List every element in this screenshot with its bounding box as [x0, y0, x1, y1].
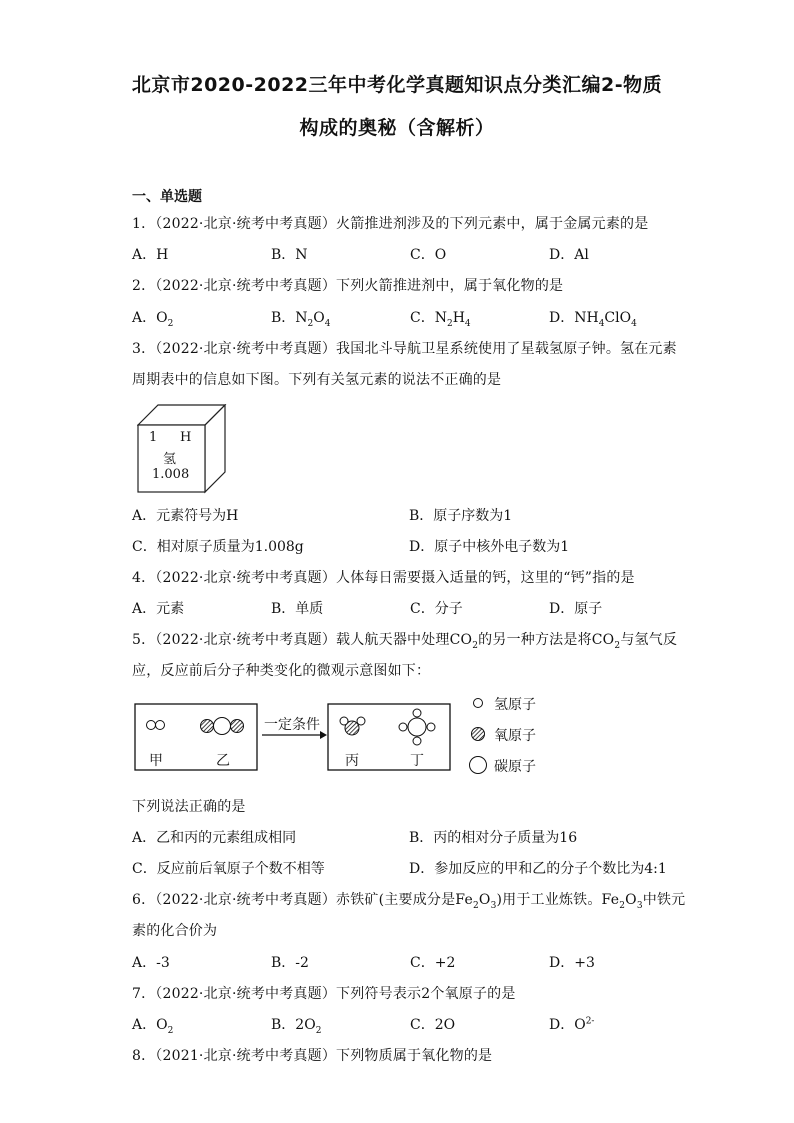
question-6-stem-line1: 6．（2022·北京·统考中考真题）赤铁矿(主要成分是$Fe_2O_3$)用于工业炼铁。$Fe_2O_3$中铁元 [132, 892, 686, 911]
molecule-h2o-icon [340, 717, 365, 735]
legend-oxygen-label: 氧原子 [494, 728, 536, 744]
molecule-ch4-icon [399, 709, 435, 745]
reaction-micro-diagram [134, 690, 554, 789]
q6-option-b: B．-2 [271, 955, 309, 971]
reaction-condition: 一定条件 [264, 717, 320, 733]
question-5-stem-line1: 5．（2022·北京·统考中考真题）载人航天器中处理$CO_2$的另一种方法是将$CO_2$与氢气反 [132, 632, 678, 651]
molecule-h2-icon [147, 721, 165, 730]
q4-option-d: D．原子 [549, 601, 603, 617]
q1-option-a: A．H [132, 247, 169, 263]
question-5-prompt: 下列说法正确的是 [132, 799, 246, 815]
section-heading: 一、单选题 [132, 189, 202, 205]
q3-option-a: A．元素符号为H [132, 508, 239, 524]
document-title-line1: 北京市2020-2022三年中考化学真题知识点分类汇编2-物质 [131, 74, 663, 96]
q4-option-a: A．元素 [132, 601, 185, 617]
q7-option-d: D．$O^{2-}$ [549, 1016, 595, 1033]
q3-option-d: D．原子中核外电子数为1 [409, 539, 570, 555]
q3-option-c: C．相对原子质量为1.008g [132, 539, 304, 555]
q1-option-c: C．O [410, 247, 447, 263]
arrow-head-icon [320, 731, 327, 739]
label-yi: 乙 [216, 753, 230, 769]
legend-hydrogen-atom-icon [474, 699, 483, 708]
q5-option-a: A．乙和丙的元素组成相同 [132, 830, 297, 846]
reaction-diagram-svg [134, 690, 554, 785]
q2-option-c: C．$N_2H_4$ [410, 310, 471, 329]
q2-option-b: B．$N_2O_4$ [271, 310, 331, 329]
cube-atomic-mass: 1.008 [152, 467, 190, 482]
hydrogen-element-cube [137, 404, 227, 498]
question-6-stem-line2: 素的化合价为 [132, 923, 218, 939]
q3-option-b: B．原子序数为1 [409, 508, 513, 524]
q6-option-d: D．+3 [549, 955, 595, 971]
document-title-line2: 构成的奥秘（含解析） [299, 117, 495, 139]
question-5-stem-line2: 应，反应前后分子种类变化的微观示意图如下： [132, 663, 431, 679]
cube-atomic-number: 1 [149, 430, 158, 445]
cube-element-symbol: H [180, 430, 192, 445]
label-ding: 丁 [410, 753, 424, 769]
q4-option-b: B．单质 [271, 601, 324, 617]
question-4-stem: 4．（2022·北京·统考中考真题）人体每日需要摄入适量的钙，这里的“钙”指的是 [132, 570, 635, 586]
q5-option-d: D．参加反应的甲和乙的分子个数比为4:1 [409, 861, 667, 877]
label-jia: 甲 [149, 753, 163, 769]
question-3-stem-line2: 周期表中的信息如下图。下列有关氢元素的说法不正确的是 [132, 372, 502, 388]
cube-element-name: 氢 [163, 452, 177, 467]
q1-option-d: D．Al [549, 247, 589, 263]
q7-option-a: A．$O_2$ [132, 1017, 174, 1036]
q2-option-d: D．$NH_4ClO_4$ [549, 310, 637, 329]
q5-option-c: C．反应前后氧原子个数不相等 [132, 861, 325, 877]
label-bing: 丙 [345, 753, 359, 769]
question-8-stem: 8．（2021·北京·统考中考真题）下列物质属于氧化物的是 [132, 1048, 493, 1064]
q7-option-c: C．2O [410, 1017, 456, 1033]
legend-oxygen-atom-icon [472, 728, 485, 741]
q6-option-c: C．+2 [410, 955, 456, 971]
legend-carbon-label: 碳原子 [494, 759, 536, 775]
molecule-co2-icon [201, 718, 244, 735]
q4-option-c: C．分子 [410, 601, 463, 617]
question-2-stem: 2．（2022·北京·统考中考真题）下列火箭推进剂中，属于氧化物的是 [132, 278, 564, 294]
q2-option-a: A．$O_2$ [132, 310, 174, 329]
q7-option-b: B．$2O_2$ [271, 1017, 322, 1036]
question-7-stem: 7．（2022·北京·统考中考真题）下列符号表示2个氧原子的是 [132, 986, 516, 1002]
legend-carbon-atom-icon [470, 757, 487, 774]
legend-hydrogen-label: 氢原子 [494, 697, 536, 713]
q5-option-b: B．丙的相对分子质量为16 [409, 830, 578, 846]
q6-option-a: A．-3 [132, 955, 170, 971]
q1-option-b: B．N [271, 247, 308, 263]
question-1-stem: 1．（2022·北京·统考中考真题）火箭推进剂涉及的下列元素中，属于金属元素的是 [132, 216, 649, 232]
question-3-stem-line1: 3．（2022·北京·统考中考真题）我国北斗导航卫星系统使用了星载氢原子钟。氢在元素 [132, 341, 677, 357]
